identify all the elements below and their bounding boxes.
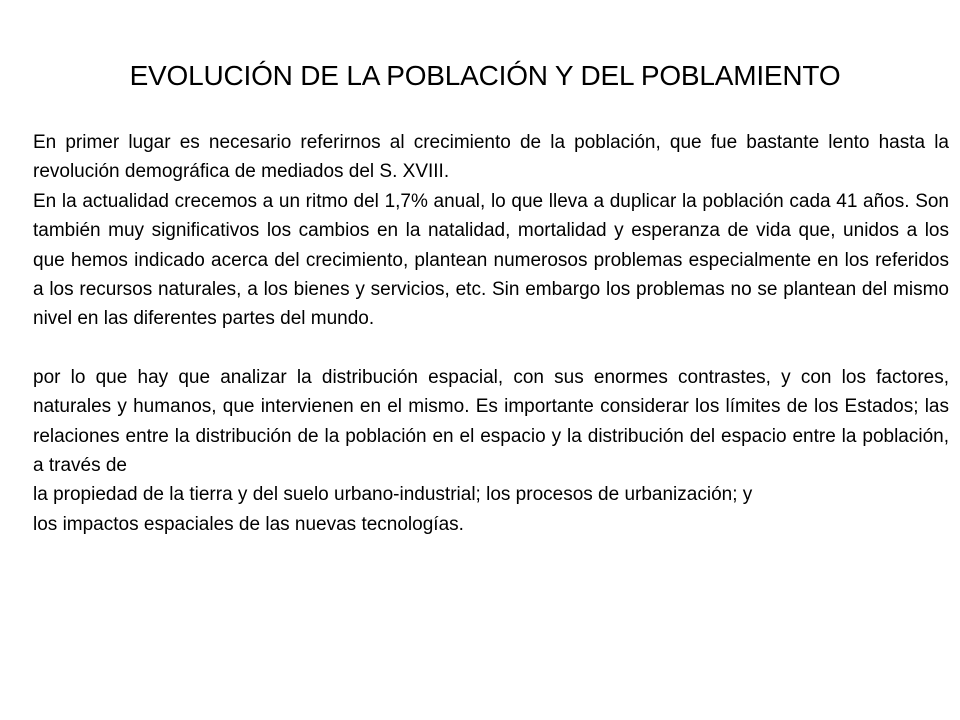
paragraph-current-growth: En la actualidad crecemos a un ritmo del 1,7% anual, lo que lleva a duplicar la población cada 41 años. Son también muy significativos los cambios en la natalidad, mortalidad y esperanza de vida que, unidos a los que hemos indicado acerca del crecimiento, plantean numerosos problemas especialmente en los referidos a los recursos naturales, a los bienes y servicios, etc. Sin embargo los problemas no se plantean del mismo nivel en las diferentes partes del mundo. (33, 190, 949, 330)
slide-body (33, 128, 949, 539)
paragraph-technology-impacts: los impactos espaciales de las nuevas tecnologías. (33, 513, 464, 535)
slide-title: EVOLUCIÓN DE LA POBLACIÓN Y DEL POBLAMIENTO (129, 60, 841, 91)
paragraph-spatial-distribution: por lo que hay que analizar la distribución espacial, con sus enormes contrastes, y con los factores, naturales y humanos, que intervienen en el mismo. Es importante considerar los límites de los Estados; las relaciones entre la distribución de la población en el espacio y la distribución del espacio entre la población, a través de (33, 366, 949, 477)
paragraph-land-ownership: la propiedad de la tierra y del suelo urbano-industrial; los procesos de urbanización; y (33, 484, 753, 506)
paragraph-growth-history: En primer lugar es necesario referirnos al crecimiento de la población, que fue bastante lento hasta la revolución demográfica de mediados del S. XVIII. (33, 132, 949, 183)
paragraph-spacer (33, 334, 949, 363)
